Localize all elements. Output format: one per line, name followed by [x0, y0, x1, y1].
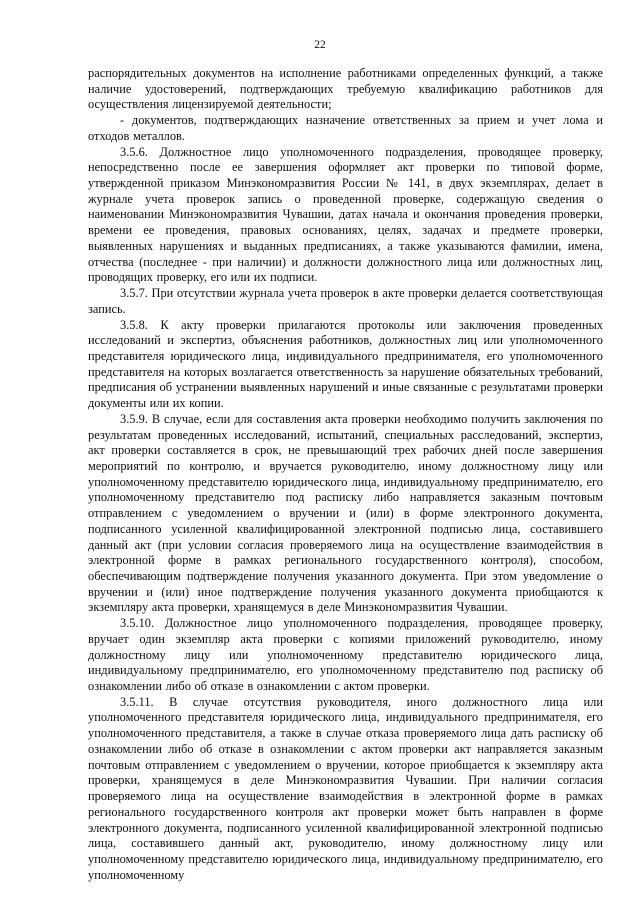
paragraph-3-5-10: 3.5.10. Должностное лицо уполномоченного подразделения, проводящее проверку, вручает один экземпляр акта проверки с копиями приложений руководителю, иному должностному лицу или уполномоченному представителю юридического лица, индивидуальному предпринимателю, его уполномоченному представителю под расписку об ознакомлении либо об отказе в ознакомлении с актом проверки.	[88, 616, 603, 694]
paragraph-continuation: распорядительных документов на исполнение работниками определенных функций, а также наличие удостоверений, подтверждающих требуемую квалификацию работников для осуществления лицензируемой деятельности;	[88, 66, 603, 112]
paragraph-3-5-9: 3.5.9. В случае, если для составления акта проверки необходимо получить заключения по результатам проведенных исследований, испытаний, специальных расследований, экспертиз, акт проверки составляется в срок, не превышающий трех рабочих дней после завершения мероприятий по контролю, и вручается руководителю, иному должностному лицу или уполномоченному представителю юридического лица, индивидуальному предпринимателю, его уполномоченному представителю под расписку либо направляется заказным почтовым отправлением с уведомлением о вручении и (или) в форме электронного документа, подписанного усиленной квалифицированной электронной подписью лица, составившего данный акт (при условии согласия проверяемого лица на осуществление взаимодействия в электронной форме в рамках регионального государственного контроля), способом, обеспечивающим подтверждение получения указанного документа. При этом уведомление о вручении и (или) иное подтверждение получения указанного документа приобщаются к экземпляру акта проверки, хранящемуся в деле Минэкономразвития Чувашии.	[88, 411, 603, 615]
paragraph-3-5-11: 3.5.11. В случае отсутствия руководителя, иного должностного лица или уполномоченного представителя юридического лица, индивидуального предпринимателя, его уполномоченного представителя, а также в случае отказа проверяемого лица дать расписку об ознакомлении либо об отказе в ознакомлении с актом проверки акт направляется заказным почтовым отправлением с уведомлением о вручении, которое приобщается к экземпляру акта проверки, хранящемуся в деле Минэкономразвития Чувашии. При наличии согласия проверяемого лица на осуществление взаимодействия в электронной форме в рамках регионального государственного контроля акт проверки может быть направлен в форме электронного документа, подписанного усиленной квалифицированной электронной подписью лица, составившего данный акт, руководителю, иному должностному лицу или уполномоченному представителю юридического лица, индивидуальному предпринимателю, его уполномоченному	[88, 694, 603, 882]
paragraph-3-5-8: 3.5.8. К акту проверки прилагаются протоколы или заключения проведенных исследований и экспертиз, объяснения работников, должностных лиц или уполномоченного представителя юридического лица, индивидуального предпринимателя, его уполномоченного представителя на которых возлагается ответственность за нарушение обязательных требований, предписания об устранении выявленных нарушений и иные связанные с результатами проверки документы или их копии.	[88, 317, 603, 411]
document-body	[88, 66, 603, 883]
paragraph-3-5-7: 3.5.7. При отсутствии журнала учета проверок в акте проверки делается соответствующая запись.	[88, 286, 603, 316]
page-number: 22	[314, 39, 326, 51]
paragraph-documents-item: - документов, подтверждающих назначение ответственных за прием и учет лома и отходов металлов.	[88, 113, 603, 143]
paragraph-3-5-6: 3.5.6. Должностное лицо уполномоченного подразделения, проводящее проверку, непосредственно после ее завершения оформляет акт проверки по типовой форме, утвержденной приказом Минэкономразвития России № 141, в двух экземплярах, делает в журнале учета проверок запись о проведенной проверке, содержащую сведения о наименовании Минэкономразвития Чувашии, датах начала и окончания проведения проверки, времени ее проведения, правовых основаниях, целях, задачах и предмете проверки, выявленных нарушениях и выданных предписаниях, а также указываются фамилии, имена, отчества (последнее - при наличии) и должности должностного лица или должностных лиц, проводящих проверку, его или их подписи.	[88, 144, 603, 285]
